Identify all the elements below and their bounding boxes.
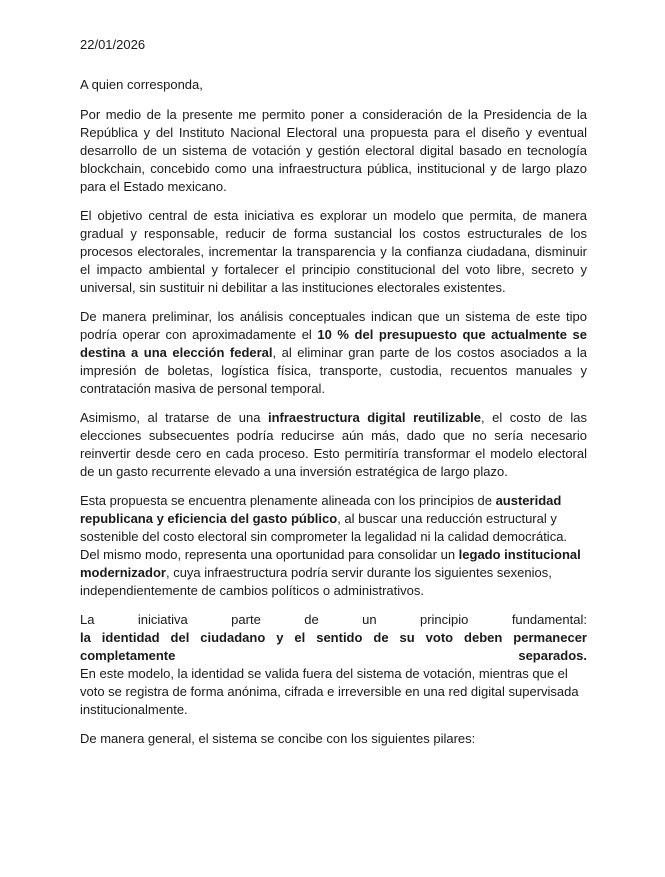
principle-intro-line: La iniciativa parte de un principio fundamental: xyxy=(80,612,587,627)
text-run: , el costo de las elecciones subsecuentes podría reducirse aún más, dado que no sería necesario reinvertir desde cero en cada proceso. Esto permitiría transformar el modelo electoral de un gasto recurrente elevado a una inversión estratégica de largo plazo. xyxy=(80,410,588,479)
bold-run: 10 % del presupuesto que actualmente se destina a una elección federal xyxy=(80,327,588,360)
bold-run: austeridad republicana y eficiencia del gasto público xyxy=(80,493,562,526)
principle-bold-statement: la identidad del ciudadano y el sentido de su voto deben permanecer completamente separados. xyxy=(80,630,587,663)
letter-date: 22/01/2026 xyxy=(80,37,146,52)
bold-run: legado institucional modernizador xyxy=(80,547,581,580)
text-run: Esta propuesta se encuentra plenamente alineada con los principios de xyxy=(80,493,496,508)
paragraph-principle xyxy=(80,611,587,719)
letter-page xyxy=(80,36,587,748)
letter-greeting: A quien corresponda, xyxy=(80,77,203,92)
paragraph-cost-estimate xyxy=(80,308,587,398)
principle-explanation: En este modelo, la identidad se valida fuera del sistema de votación, mientras que el voto se registra de forma anónima, cifrada e irreversible en una red digital supervisada institucionalmente. xyxy=(80,666,579,717)
text-run: , al buscar una reducción estructural y sostenible del costo electoral sin comprometer la legalidad ni la calidad democrática. Del mismo modo, representa una oportunidad para consolidar un xyxy=(80,511,568,562)
text-run: , al eliminar gran parte de los costos asociados a la impresión de boletas, logística física, transporte, custodia, recuentos manuales y contratación masiva de personal temporal. xyxy=(80,345,587,396)
text-run: , cuya infraestructura podría servir durante los siguientes sexenios, independientemente de cambios políticos o administrativos. xyxy=(80,565,552,598)
paragraph-introduction: Por medio de la presente me permito poner a consideración de la Presidencia de la República y del Instituto Nacional Electoral una propuesta para el diseño y eventual desarrollo de un sistema de votación y gestión electoral digital basado en tecnología blockchain, concebido como una infraestructura pública, institucional y de largo plazo para el Estado mexicano. xyxy=(80,107,587,194)
text-run: Asimismo, al tratarse de una xyxy=(80,410,268,425)
paragraph-austerity xyxy=(80,492,587,600)
paragraph-reusable-infrastructure xyxy=(80,409,587,481)
paragraph-pillars-intro: De manera general, el sistema se concibe con los siguientes pilares: xyxy=(80,731,476,746)
bold-run: infraestructura digital reutilizable xyxy=(267,410,481,425)
paragraph-objective: El objetivo central de esta iniciativa es explorar un modelo que permita, de manera gradual y responsable, reducir de forma sustancial los costos estructurales de los procesos electorales, incrementar la transparencia y la confianza ciudadana, disminuir el impacto ambiental y fortalecer el principio constitucional del voto libre, secreto y universal, sin sustituir ni debilitar a las instituciones electorales existentes. xyxy=(80,208,587,295)
text-run: De manera preliminar, los análisis conceptuales indican que un sistema de este tipo podría operar con aproximadamente el xyxy=(80,309,587,342)
